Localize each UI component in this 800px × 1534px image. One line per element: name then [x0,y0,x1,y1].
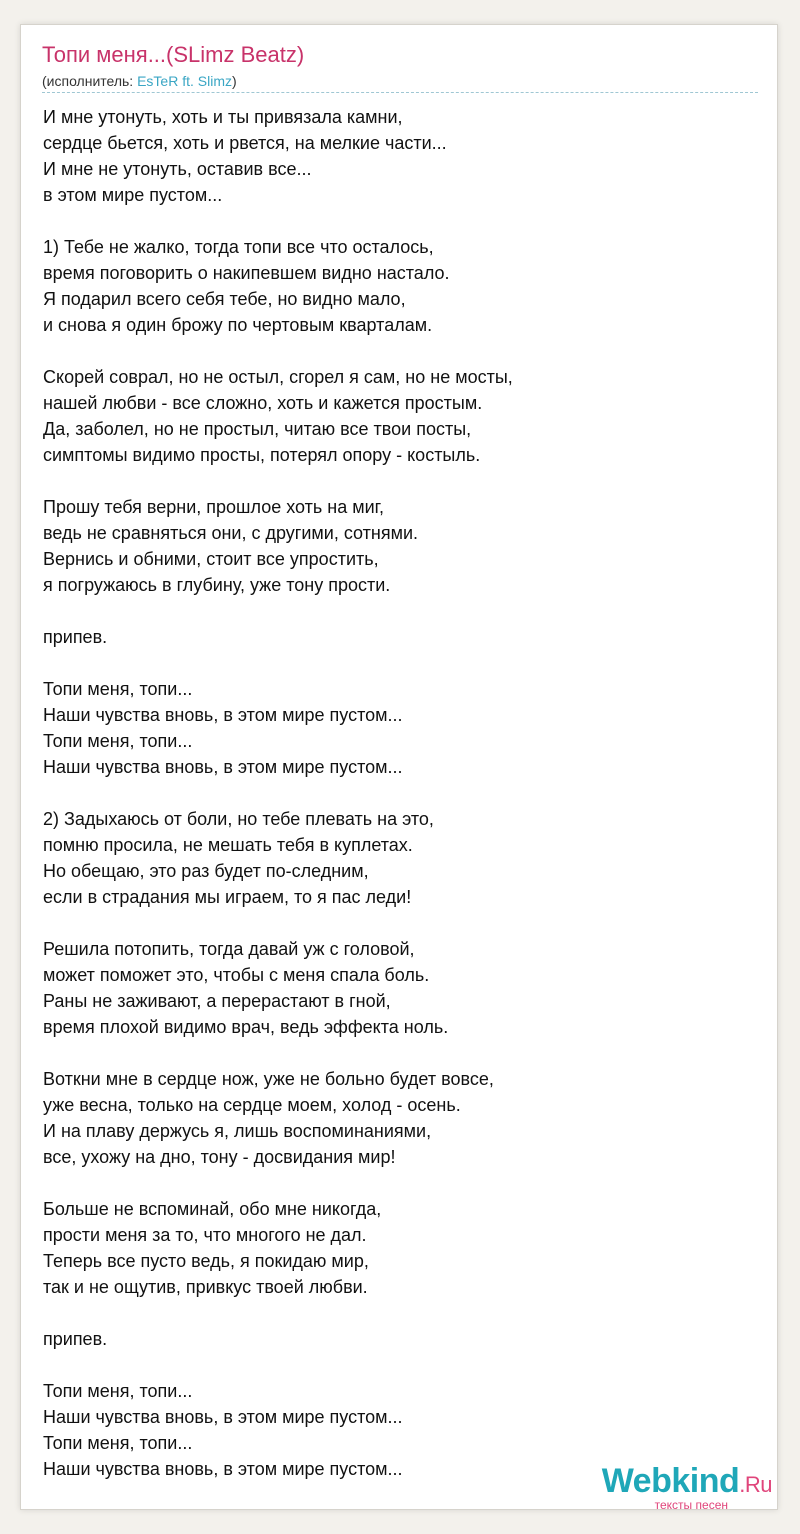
logo-tagline: тексты песен [654,1498,728,1512]
artist-line [42,73,237,89]
lyrics-line: время плохой видимо врач, ведь эффекта ноль. [43,1017,449,1037]
lyrics-line: так и не ощутив, привкус твоей любви. [43,1277,368,1297]
lyrics-line: уже весна, только на сердце моем, холод - осень. [43,1095,461,1115]
lyrics-line: сердце бьется, хоть и рвется, на мелкие части... [43,133,447,153]
lyrics-line: Но обещаю, это раз будет по-следним, [43,861,369,881]
lyrics-line: в этом мире пустом... [43,185,223,205]
lyrics-text [43,104,743,1482]
lyrics-line: может поможет это, чтобы с меня спала боль. [43,965,430,985]
lyrics-line: Топи меня, топи... [43,731,193,751]
song-title: Топи меня...(SLimz Beatz) [42,42,305,67]
lyrics-line: Раны не заживают, а перерастают в гной, [43,991,391,1011]
lyrics-line: Топи меня, топи... [43,1433,193,1453]
lyrics-blank-line [43,780,743,806]
lyrics-line: я погружаюсь в глубину, уже тону прости. [43,575,391,595]
lyrics-blank-line [43,338,743,364]
lyrics-line: И мне не утонуть, оставив все... [43,159,312,179]
lyrics-line: Вернись и обними, стоит все упростить, [43,549,379,569]
logo-name: Webkind [601,1462,740,1500]
lyrics-blank-line [43,650,743,676]
lyrics-line: и снова я один брожу по чертовым кварталам. [43,315,433,335]
lyrics-line: симптомы видимо просты, потерял опору - костыль. [43,445,481,465]
artist-suffix: ) [232,73,237,89]
lyrics-line: время поговорить о накипевшем видно настало. [43,263,450,283]
lyrics-line: И мне утонуть, хоть и ты привязала камни, [43,107,403,127]
lyrics-line: Да, заболел, но не простыл, читаю все твои посты, [43,419,472,439]
lyrics-line: припев. [43,1329,108,1349]
lyrics-line: Я подарил всего себя тебе, но видно мало, [43,289,406,309]
lyrics-line: Наши чувства вновь, в этом мире пустом... [43,757,403,777]
logo-wordmark [602,1462,772,1501]
site-logo[interactable] [572,1462,772,1512]
lyrics-blank-line [43,468,743,494]
lyrics-line: 2) Задыхаюсь от боли, но тебе плевать на это, [43,809,434,829]
lyrics-line: 1) Тебе не жалко, тогда топи все что осталось, [43,237,434,257]
lyrics-line: Скорей соврал, но не остыл, сгорел я сам, но не мосты, [43,367,513,387]
lyrics-blank-line [43,1170,743,1196]
lyrics-line: Наши чувства вновь, в этом мире пустом... [43,705,403,725]
lyrics-blank-line [43,1040,743,1066]
lyrics-line: все, ухожу на дно, тону - досвидания мир! [43,1147,396,1167]
lyrics-line: если в страдания мы играем, то я пас леди! [43,887,412,907]
lyrics-line: Прошу тебя верни, прошлое хоть на миг, [43,497,385,517]
lyrics-line: Воткни мне в сердце нож, уже не больно будет вовсе, [43,1069,494,1089]
title-divider [42,92,758,93]
lyrics-blank-line [43,598,743,624]
lyrics-line: И на плаву держусь я, лишь воспоминаниями, [43,1121,432,1141]
lyrics-blank-line [43,1300,743,1326]
lyrics-line: Топи меня, топи... [43,679,193,699]
lyrics-line: помню просила, не мешать тебя в куплетах. [43,835,413,855]
lyrics-line: Наши чувства вновь, в этом мире пустом... [43,1407,403,1427]
lyrics-line: ведь не сравняться они, с другими, сотнями. [43,523,419,543]
lyrics-line: Больше не вспоминай, обо мне никогда, [43,1199,382,1219]
artist-link[interactable]: EsTeR ft. Slimz [137,73,232,89]
lyrics-line: Теперь все пусто ведь, я покидаю мир, [43,1251,369,1271]
lyrics-blank-line [43,208,743,234]
lyrics-blank-line [43,910,743,936]
lyrics-line: Топи меня, топи... [43,1381,193,1401]
lyrics-blank-line [43,1352,743,1378]
lyrics-line: нашей любви - все сложно, хоть и кажется простым. [43,393,483,413]
lyrics-line: прости меня за то, что многого не дал. [43,1225,367,1245]
artist-prefix: (исполнитель: [42,73,138,89]
lyrics-line: Наши чувства вновь, в этом мире пустом... [43,1459,403,1479]
logo-tld: .Ru [739,1472,772,1497]
lyrics-line: припев. [43,627,108,647]
lyrics-line: Решила потопить, тогда давай уж с головой, [43,939,415,959]
